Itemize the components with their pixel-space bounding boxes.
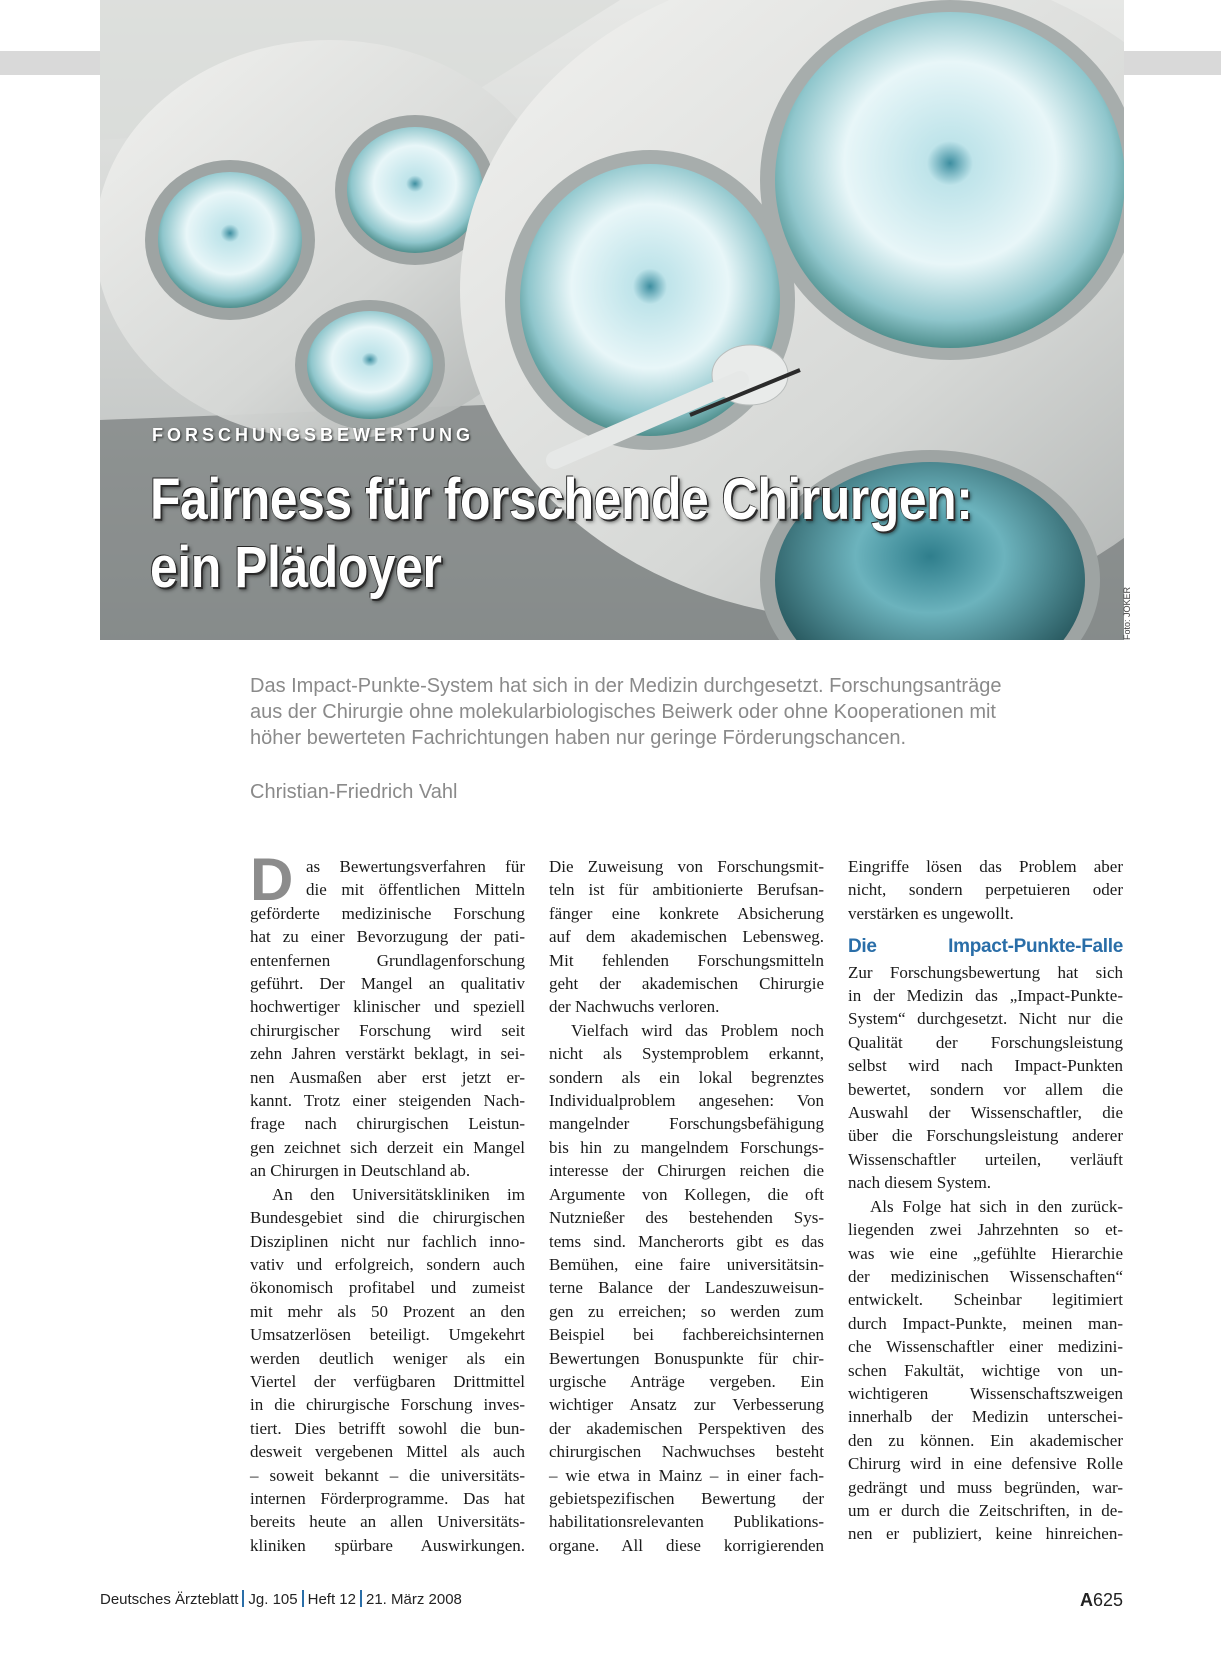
body-line: Disziplinen nicht nur fachlich inno-: [250, 1231, 525, 1251]
footer-separator: [242, 1590, 244, 1607]
section-subheading: Die Impact-Punkte-Falle: [848, 936, 1123, 958]
body-line: bereits heute an allen Universitäts-: [250, 1512, 525, 1532]
body-line: der medizinischen Wissenschaften“: [848, 1266, 1123, 1286]
body-line: an Chirurgen in Deutschland ab.: [250, 1161, 471, 1181]
body-line: Bundesgebiet sind die chirurgischen: [250, 1208, 525, 1228]
section-kicker: FORSCHUNGSBEWERTUNG: [152, 425, 474, 445]
body-line: der Nachwuchs verloren.: [549, 997, 720, 1017]
body-line: Vielfach wird das Problem noch: [571, 1020, 824, 1040]
body-line: Nutznießer des bestehenden Sys-: [549, 1208, 824, 1228]
footer-separator: [302, 1590, 304, 1607]
page-footer: [100, 1590, 462, 1608]
body-line: frage nach chirurgischen Leistun-: [250, 1114, 525, 1134]
body-line: desweit vergebenen Mittel als auch: [250, 1442, 525, 1462]
body-line: Wissenschaftler urteilen, verläuft: [848, 1149, 1123, 1169]
body-line: gen zeichnet sich derzeit ein Mangel: [250, 1137, 525, 1157]
top-gray-bar-left: [0, 51, 100, 75]
page-prefix: A: [1080, 1590, 1093, 1610]
body-line: liegenden zwei Jahrzehnten so et-: [848, 1220, 1123, 1240]
body-line: nen er publiziert, keine hinreichen-: [848, 1524, 1123, 1544]
body-line: in der Medizin das „Impact-Punkte-: [848, 986, 1123, 1006]
body-line: hochwertiger klinischer und speziell: [250, 997, 525, 1017]
body-line: chirurgischen Nachwuchses besteht: [549, 1442, 824, 1462]
body-line: System“ durchgesetzt. Nicht nur die: [848, 1009, 1123, 1029]
lead-line: höher bewerteten Fachrichtungen haben nur geringe Förderungschancen.: [250, 727, 906, 749]
issue-date: 21. März 2008: [366, 1591, 462, 1608]
body-line: entenfernen Grundlagenforschung: [250, 950, 525, 970]
body-line: entwickelt. Scheinbar legitimiert: [848, 1290, 1123, 1310]
journal-issue: Heft 12: [307, 1591, 356, 1608]
body-line: Umsatzerlösen beteiligt. Umgekehrt: [250, 1325, 525, 1345]
body-line: wichtigeren Wissenschaftszweigen: [848, 1383, 1123, 1403]
body-line: Bemühen, eine faire universitätsin-: [549, 1254, 824, 1274]
journal-volume: Jg. 105: [248, 1591, 298, 1608]
body-line: Zur Forschungsbewertung hat sich: [848, 962, 1123, 982]
body-line: werden deutlich weniger als ein: [250, 1348, 525, 1368]
page-number: [1080, 1590, 1123, 1611]
body-line: urgische Anträge vergeben. Ein: [549, 1371, 824, 1391]
body-line: gen zu erreichen; so werden zum: [549, 1301, 824, 1321]
body-line: was wie eine „gefühlte Hierarchie: [848, 1243, 1123, 1263]
body-line: der akademischen Perspektiven des: [549, 1418, 824, 1438]
body-line: Argumente von Kollegen, die oft: [549, 1184, 824, 1204]
article-headline: [150, 466, 976, 602]
text-column-3: [848, 855, 1123, 1546]
headline-line-2: ein Plädoyer: [150, 535, 442, 600]
body-line: bis hin zu mangelndem Forschungs-: [549, 1137, 824, 1157]
lead-paragraph: [250, 673, 1130, 751]
lead-line: Das Impact-Punkte-System hat sich in der Medizin durchgesetzt. Forschungsanträge: [250, 675, 1002, 697]
body-line: nen Ausmaßen aber erst jetzt er-: [250, 1067, 525, 1087]
hero-photo: [100, 0, 1124, 640]
body-line: as Bewertungsverfahren für: [306, 857, 525, 876]
body-line: mit mehr als 50 Prozent an den: [250, 1301, 525, 1321]
body-line: habilitationsrelevanten Publikations-: [549, 1512, 824, 1532]
body-line: teln ist für ambitionierte Berufsan-: [549, 880, 824, 900]
body-line: Individualproblem angesehen: Von: [549, 1091, 824, 1111]
body-line: Bewertungen Bonuspunkte für chir-: [549, 1348, 824, 1368]
body-line: schen Fakultät, wichtige von un-: [848, 1360, 1123, 1380]
body-line: über die Forschungsleistung anderer: [848, 1126, 1123, 1146]
body-line: wichtiger Ansatz zur Verbesserung: [549, 1395, 824, 1415]
body-line: Als Folge hat sich in den zurück-: [870, 1196, 1123, 1216]
body-line: sondern als ein lokal begrenztes: [549, 1067, 824, 1087]
body-line: bewertet, sondern vor allem die: [848, 1079, 1123, 1099]
body-line: Auswahl der Wissenschaftler, die: [848, 1103, 1123, 1123]
body-line: nicht, sondern perpetuieren oder: [848, 880, 1123, 900]
body-line: gebietspezifischen Bewertung der: [549, 1488, 824, 1508]
author-byline: Christian-Friedrich Vahl: [250, 781, 458, 803]
body-line: che Wissenschaftler einer medizini-: [848, 1337, 1123, 1357]
photo-credit: Foto: JOKER: [1122, 586, 1132, 640]
body-line: um er durch die Zeitschriften, in de-: [848, 1500, 1123, 1520]
top-gray-bar-right: [1124, 51, 1221, 75]
body-line: innerhalb der Medizin unterschei-: [848, 1407, 1123, 1427]
body-line: selbst wird nach Impact-Punkten: [848, 1056, 1123, 1076]
headline-line-1: Fairness für forschende Chirurgen:: [150, 467, 973, 532]
body-line: geführt. Der Mangel an qualitativ: [250, 974, 525, 994]
body-line: chirurgischer Forschung wird seit: [250, 1020, 525, 1040]
body-line: Mit fehlenden Forschungsmitteln: [549, 950, 824, 970]
body-line: auf dem akademischen Lebensweg.: [549, 927, 824, 947]
page-number-value: 625: [1093, 1590, 1124, 1610]
body-line: An den Universitätskliniken im: [272, 1184, 525, 1204]
body-line: kliniken spürbare Auswirkungen.: [250, 1535, 525, 1555]
body-line: Chirurg wird in eine defensive Rolle: [848, 1454, 1123, 1474]
body-line: interesse der Chirurgen reichen die: [549, 1161, 824, 1181]
body-line: fänger eine konkrete Absicherung: [549, 903, 824, 923]
body-line: den zu können. Ein akademischer: [848, 1430, 1123, 1450]
body-line: Eingriffe lösen das Problem aber: [848, 857, 1123, 876]
body-line: tiert. Dies betrifft sowohl die bun-: [250, 1418, 525, 1438]
body-line: ökonomisch profitabel und zumeist: [250, 1278, 525, 1298]
body-line: hat zu einer Bevorzugung der pati-: [250, 927, 525, 947]
body-line: internen Förderprogramme. Das hat: [250, 1488, 525, 1508]
body-line: tems sind. Mancherorts gibt es das: [549, 1231, 824, 1251]
journal-name: Deutsches Ärzteblatt: [100, 1591, 239, 1608]
body-line: die mit öffentlichen Mitteln: [306, 880, 525, 900]
body-line: geförderte medizinische Forschung: [250, 903, 525, 923]
body-line: Viertel der verfügbaren Drittmittel: [250, 1371, 525, 1391]
body-line: terne Balance der Landeszuweisun-: [549, 1278, 824, 1298]
body-line: durch Impact-Punkte, meinen man-: [848, 1313, 1123, 1333]
body-line: Qualität der Forschungsleistung: [848, 1032, 1123, 1052]
body-line: vativ und erfolgreich, sondern auch: [250, 1254, 525, 1274]
body-line: verstärken es ungewollt.: [848, 903, 1014, 923]
body-line: zehn Jahren verstärkt beklagt, in sei-: [250, 1044, 525, 1064]
body-line: – wie etwa in Mainz – in einer fach-: [549, 1465, 824, 1485]
body-line: – soweit bekannt – die universitäts-: [250, 1465, 525, 1485]
body-line: nach diesem System.: [848, 1173, 992, 1193]
body-line: Beispiel bei fachbereichsinternen: [549, 1325, 824, 1345]
drop-cap: D: [250, 846, 294, 913]
lead-line: aus der Chirurgie ohne molekularbiologisches Beiwerk oder ohne Kooperationen mit: [250, 701, 996, 723]
body-line: nicht als Systemproblem erkannt,: [549, 1044, 824, 1064]
body-line: kannt. Trotz einer steigenden Nach-: [250, 1091, 525, 1111]
text-column-1: [250, 846, 525, 1557]
body-line: Die Zuweisung von Forschungsmit-: [549, 857, 824, 876]
body-line: gedrängt und muss begründen, war-: [848, 1477, 1123, 1497]
footer-separator: [360, 1590, 362, 1607]
body-line: geht der akademischen Chirurgie: [549, 974, 824, 994]
text-column-2: [549, 855, 824, 1557]
body-line: in die chirurgische Forschung inves-: [250, 1395, 525, 1415]
body-line: mangelnder Forschungsbefähigung: [549, 1114, 824, 1134]
body-line: organe. All diese korrigierenden: [549, 1535, 824, 1555]
